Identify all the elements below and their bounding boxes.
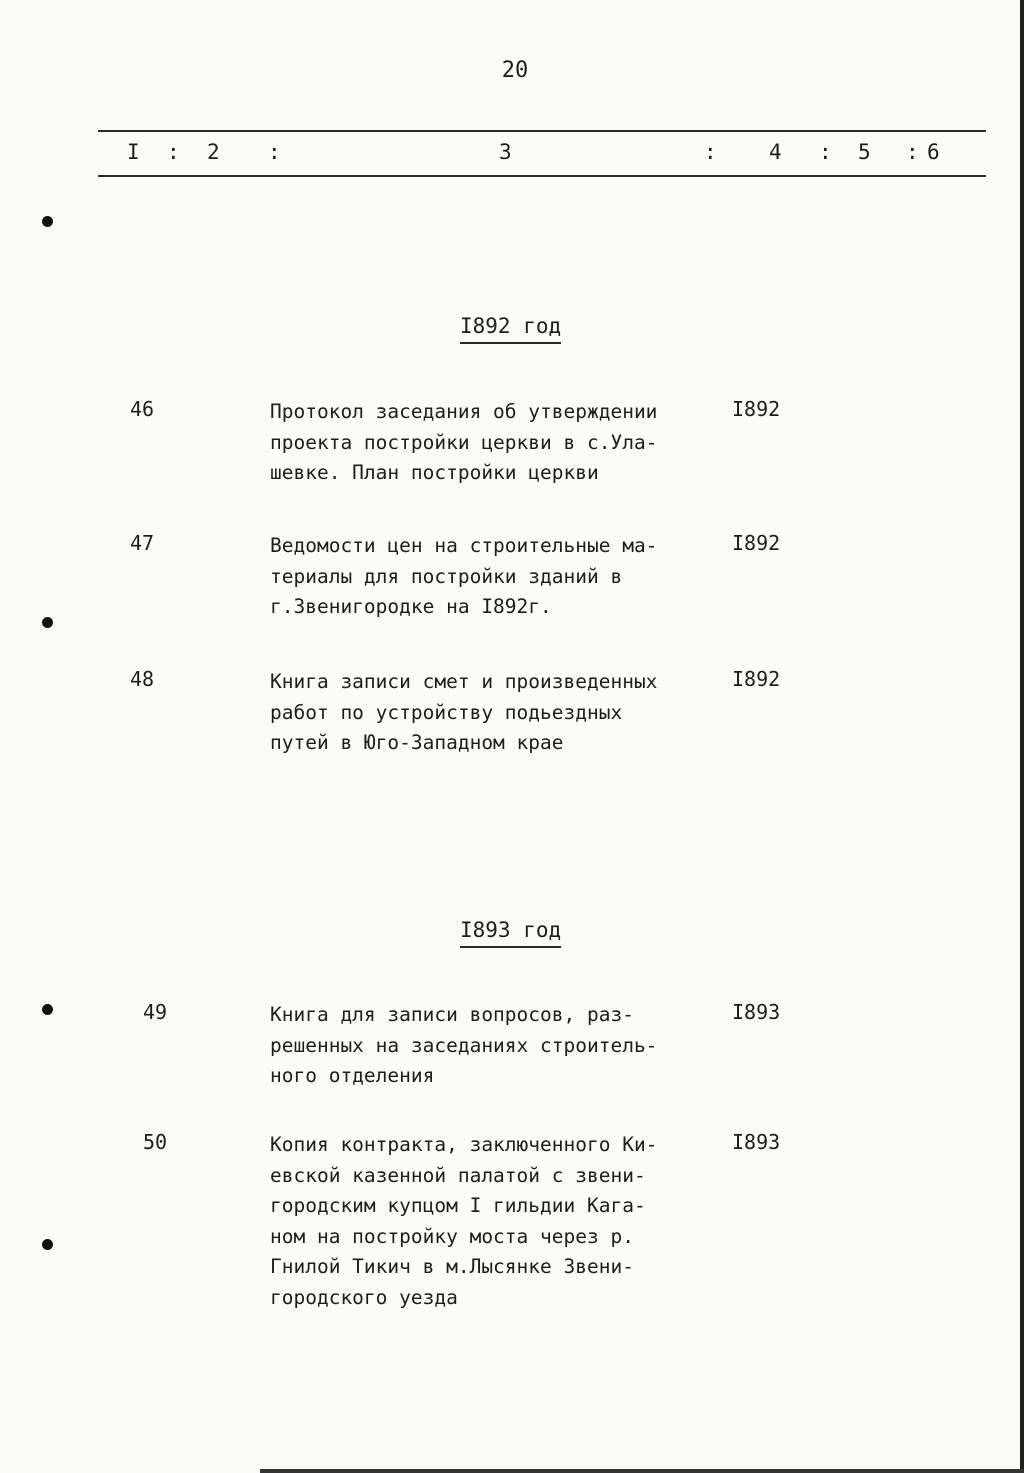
punch-hole (42, 1239, 53, 1250)
scan-edge (1020, 0, 1024, 1473)
entry-title: Копия контракта, заключенного Ки- евской казенной палатой с звени- городским купцом I гильдии Кага- ном на постройку моста через р. Гнилой Тикич в м.Лысянке Звени- городского уезда (270, 1133, 658, 1309)
entry-title: Ведомости цен на строительные ма- териалы для постройки зданий в г.Звенигородке на I892г. (270, 534, 658, 619)
entry-title: Книга записи смет и произведенных работ по устройству подьездных путей в Юго-Западном крае (270, 670, 658, 755)
header-rule-bottom (98, 175, 986, 177)
entry-year: I893 (732, 1130, 781, 1154)
entry-number: 49 (143, 1000, 168, 1024)
column-6-label: 6 (927, 140, 940, 164)
entry-number: 47 (130, 531, 155, 555)
entry-year: I892 (732, 397, 781, 421)
section-heading: I892 год (460, 314, 561, 344)
entry-number: 48 (130, 667, 155, 691)
column-separator: : (167, 140, 180, 164)
column-1-label: I (127, 140, 140, 164)
punch-hole (42, 617, 53, 628)
column-separator: : (704, 140, 717, 164)
header-rule-top (98, 130, 986, 132)
page-number: 20 (501, 58, 529, 83)
scan-edge (260, 1469, 1024, 1473)
column-4-label: 4 (769, 140, 782, 164)
column-5-label: 5 (858, 140, 871, 164)
section-heading: I893 год (460, 918, 561, 948)
entry-number: 46 (130, 397, 155, 421)
punch-hole (42, 1004, 53, 1015)
column-3-label: 3 (499, 140, 512, 164)
column-separator: : (906, 140, 919, 164)
punch-hole (42, 216, 53, 227)
entry-title: Протокол заседания об утверждении проекта постройки церкви в с.Ула- шевке. План постройки церкви (270, 400, 658, 485)
entry-number: 50 (143, 1130, 168, 1154)
column-separator: : (819, 140, 832, 164)
entry-year: I892 (732, 531, 781, 555)
column-separator: : (268, 140, 281, 164)
entry-year: I892 (732, 667, 781, 691)
entry-title: Книга для записи вопросов, раз- решенных на заседаниях строитель- ного отделения (270, 1003, 658, 1088)
column-2-label: 2 (207, 140, 220, 164)
entry-year: I893 (732, 1000, 781, 1024)
